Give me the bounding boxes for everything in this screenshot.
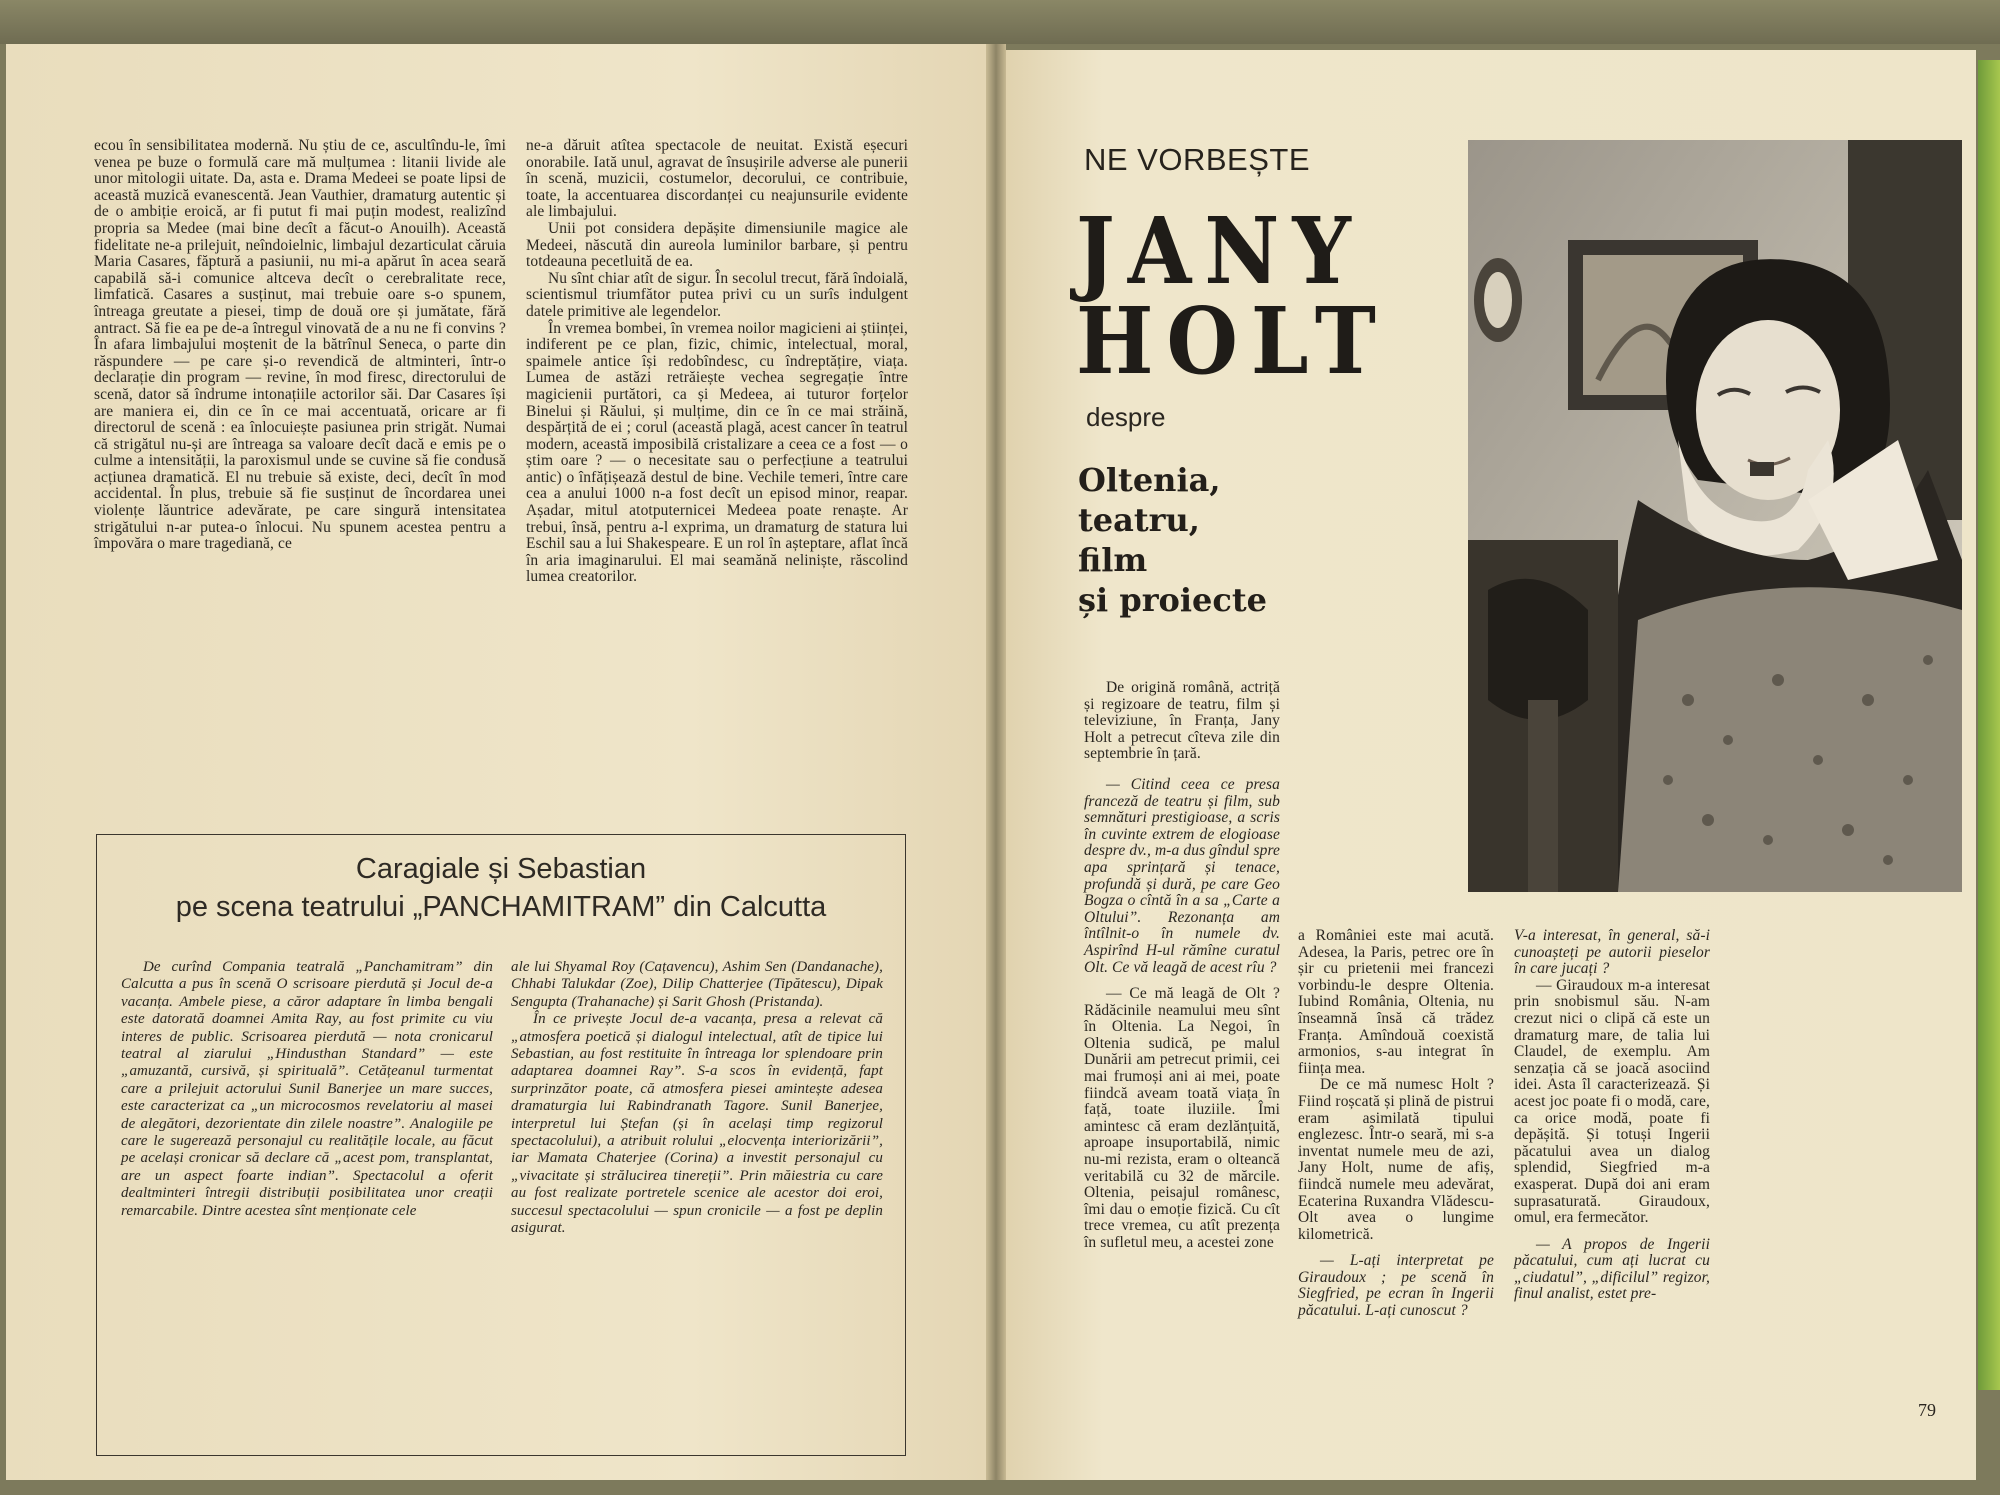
box-col2-paragraph-2: În ce privește Jocul de-a vacanța, presa a relevat că „atmosfera poetică și dialogul intelectual, atît de tipice lui Sebastian, au fost restituite în întreaga lor splendoare prin adaptarea doamnei Ray”. S-a scos în evidență, fapt surprinzător poate, că atmosfera piesei amintește adesea dramaturgia lui Rabindranath Tagore. Sunil Banerjee, interpretul lui Ștefan (și în același timp regizorul spectacolului), a atribuit rolului „elocvența interiorizării”, iar Mamata Chaterjee (Corina) a investit personajul cu „vivacitate și strălucirea tinereții”. Prin măiestria cu care au fost realizate portretele scenice ale acestor doi eroi, succesul spectacolului — spun cronicile — a fost pe deplin asigurat. <box>511 1011 883 1237</box>
col3-question-2: — A propos de Ingerii păcatului, cum ați lucrat cu „ciudatul”, „dificilul” regizor, finul analist, estet pre- <box>1514 1235 1710 1303</box>
box-title-line-2: pe scena teatrului „PANCHAMITRAM” din Calcutta <box>175 891 827 923</box>
left-column-1 <box>94 138 506 553</box>
right-column-2 <box>1298 928 1494 1320</box>
right-page <box>1006 50 1976 1480</box>
topic-teatru: teatru, <box>1078 501 1200 539</box>
right-column-1 <box>1084 680 1280 1252</box>
left-col2-paragraph-2: Unii pot considera depășite dimensiunile magice ale Medeei, născută din aureola luminilor barbare, și pentru totdeauna pecetluită de ea. <box>526 219 908 271</box>
intro-paragraph: De origină română, actriță și regizoare de teatru, film și televiziune, în Franța, Jany Holt a petrecut cîteva zile din septembrie în țară. <box>1084 679 1280 763</box>
left-col2-paragraph-1: ne-a dăruit atîtea spectacole de neuitat. Există eșecuri onorabile. Iată unul, agravat de însușirile adverse ale punerii în scenă, muzicii, costumelor, decorului, ce contribuie, toate, la accentuarea discordanței cu neajunsurile evidente ale limbajului. <box>526 137 908 221</box>
article-despre: despre <box>1086 402 1166 432</box>
book-edge-top <box>0 0 2000 44</box>
left-page <box>6 44 986 1480</box>
topic-proiecte: și proiecte <box>1078 581 1268 619</box>
box-col2-paragraph-1: ale lui Shyamal Roy (Cațavencu), Ashim Sen (Dandanache), Chhabi Talukdar (Zoe), Dilip Chatterjee (Tipătescu), Dipak Sengupta (Trahanache) și Sarit Ghosh (Pristanda). <box>511 959 883 1010</box>
green-bookmark-strip <box>1978 60 2000 1390</box>
portrait-photo <box>1468 140 1962 892</box>
col3-question: V-a interesat, în general, să-i cunoașteți pe autorii pieselor în care jucați ? <box>1514 927 1710 978</box>
article-kicker: NE VORBEȘTE <box>1084 142 1310 177</box>
page-number: 79 <box>1918 1400 1936 1420</box>
topic-oltenia: Oltenia, <box>1078 461 1221 499</box>
answer-1: — Ce mă leagă de Olt ? Rădăcinile neamului meu sînt în Oltenia. La Negoi, în Oltenia sudică, pe malul Dunării am petrecut primii, cei mai frumoși ani ai mei, poate fiindcă aveam toată viața în față, toate iluziile. Îmi amintesc că eram dezlănțuită, aproape insuportabilă, nimic nu-mi rezista, eram o olteancă veritabilă cu 32 de mărcile. Oltenia, peisajul românesc, îmi dau o emoție fizică. Cu cît trece vremea, cu atît prezența în sufletul meu, a acestei zone <box>1084 985 1280 1251</box>
left-col1-paragraph: ecou în sensibilitatea modernă. Nu știu de ce, ascultîndu-le, îmi venea pe buze o formulă care mă mulțumea : litanii livide ale unor mitologii uitate. Da, asta e. Drama Medeei se poate lipsi de această muzică evanescentă. Jean Vauthier, dramaturg autentic și de o ambiție eroică, ar fi putut fi mai puțin modest, realizînd propria sa Medee (mai bine decît a făcut-o Anouilh). Această fidelitate ne-a prilejuit, neîndoielnic, limbajul dezarticulat căruia Maria Casares, făptură a pasiunii, nu mi-a apărut în acea seară capabilă să-i comunice altceva decît o cerebralitate rece, limfatică. Casares a susținut, mai trebuie oare s-o spunem, întreaga greutate a piesei, timp de două ore și jumătate, fără antract. Să fie ea pe de-a întregul vinovată de a nu ne fi convins ? În afara limbajului moștenit de la bătrînul Seneca, o parte din răspundere — pe care și-o revendică de altminteri, într-o declarație din program — revine, în mod firesc, directorului de scenă, dator să îndrume intonațiile actorilor săi. Dar Casares își are maniera ei, din ce în ce mai accentuată, oricare ar fi directorul de scenă : ea înlocuiește pasiunea prin strigăt. Numai că strigătul nu-și are întreaga sa valoare decît dacă e emis pe o culme a intensității, la paroxismul unde se cuvine să fie condusă acțiunea dramatică. El nu trebuie să existe, deci, decît în mod accidental. În plus, trebuie să fie susținut de încordarea unei violențe lăuntrice adevărate, pe care singură intensitatea strigătului n-ar putea-o înlocui. Nu spunem acestea pentru a împovăra o mare tragediană, ce <box>94 137 506 553</box>
left-col2-paragraph-4: În vremea bombei, în vremea noilor magicieni ai științei, indiferent pe ce plan, fizic, chimic, intelectual, moral, spaimele antice își redobîndesc, cu îndreptățire, viața. Lumea de astăzi retrăiește vechea segregație între magicienii purtători, ca și Medeea, ai tuturor forțelor Binelui și Răului, și mulțime, din ce în ce mai străină, despărțită de ei ; corul (această plagă, acest cancer în teatrul modern, această imposibilă cristalizare a ceea ce a fost — o știm oare ? — o necesitate sau o perfecțiune a teatrului antic) o înfățișează destul de bine. Vechile temeri, între care cea a anului 1000 n-a fost decît un episod minor, reapar. Așadar, mitul atotputernicei Medeea poate renaște. Ar trebui, însă, pentru a-l exprima, un dramaturg de statura lui Eschil sau a lui Shakespeare. E un rol în așteptare, aflat încă în aria imaginarului. El mai seamănă neliniște, răscolind lumea creatorilor. <box>526 319 908 586</box>
box-col1-paragraph: De curînd Compania teatrală „Panchamitram” din Calcutta a pus în scenă O scrisoare pierdută și Jocul de-a vacanța. Ambele piese, a căror adaptare în limba bengali este datorată doamnei Amita Ray, au fost primite cu viu interes de public. Scrisoarea pierdută — nota cronicarul teatral al ziarului „Hindusthan Standard” — este „amuzantă, cursivă, și spirituală”. Cetățeanul turmentat care a prilejuit actorului Sunil Banerjee un mare succes, este caracterizat ca „un microcosmos revelatoriu al masei de alegători, dezorientate din zilele noastre”. Analogiile pe care le sugerează personajul cu realitățile locale, au făcut pe același cronicar să declare că „acest pom, transplantat, are un aspect foarte indian”. Spectacolul a oferit dealtminteri întregii distribuții posibilitatea unor creații remarcabile. Dintre acestea sînt menționate cele <box>121 959 493 1219</box>
topic-film: film <box>1078 541 1148 579</box>
right-column-3 <box>1514 928 1710 1303</box>
left-col2-paragraph-3: Nu sînt chiar atît de sigur. În secolul trecut, fără îndoială, scientismul triumfător putea privi cu un surîs indulgent datele primitive ale legendelor. <box>526 269 908 320</box>
box-column-2 <box>511 959 883 1238</box>
title-name-first: JANY <box>1076 198 1364 306</box>
box-title-line-1: Caragiale și Sebastian <box>355 853 647 885</box>
box-column-1 <box>121 959 493 1220</box>
title-name-last: HOLT <box>1076 288 1389 396</box>
col2-paragraph-2: De ce mă numesc Holt ? Fiind roșcată și plină de pistrui eram asimilată tipului englezesc. Într-o seară, mi s-a inventat numele meu de azi, Jany Holt, nume de afiș, fiindcă numele meu adevărat, Ecaterina Ruxandra Vlădescu-Olt avea o lungime kilometrică. <box>1298 1076 1494 1243</box>
col3-answer: — Giraudoux m-a interesat prin snobismul său. N-am crezut nici o clipă că este un dramaturg mare, de talia lui Claudel, de exemplu. Am senzația că se joacă asociind idei. Asta îl caracterizează. Și acest joc poate fi o modă, care, ca orice modă, poate fi depășită. Și totuși Ingerii păcatului avea un dialog splendid, Siegfried m-a exasperat. După doi ani eram suprasaturată. Giraudoux, omul, era fermecător. <box>1514 976 1710 1227</box>
col2-text: a României este mai acută. Adesea, la Paris, petrec ore în șir cu prietenii mei francezi vorbindu-le despre Oltenia. Iubind România, Oltenia, nu înseamnă însă că trădez Franța. Amîndouă coexistă armonios, s-au integrat în ființa mea. <box>1298 927 1494 1077</box>
question-1: — Citind ceea ce presa franceză de teatru și film, sub semnături prestigioase, a scris în cuvinte extrem de elogioase despre dv., m-a dus gîndul spre apa sprințară și tenace, profundă și dură, pe care Geo Bogza o cîntă în a sa „Carte a Oltului”. Rezonanța am întîlnit-o în numele dv. Aspirînd H-ul rămîne curatul Olt. Ce vă leagă de acest rîu ? <box>1084 775 1280 976</box>
left-column-2 <box>526 138 908 586</box>
caragiale-sebastian-box <box>96 834 906 1456</box>
col2-question: — L-ați interpretat pe Giraudoux ; pe scenă în Siegfried, pe ecran în Ingerii păcatului. L-ați cunoscut ? <box>1298 1252 1494 1320</box>
article-topics <box>1078 460 1267 620</box>
book-gutter <box>986 44 1006 1480</box>
